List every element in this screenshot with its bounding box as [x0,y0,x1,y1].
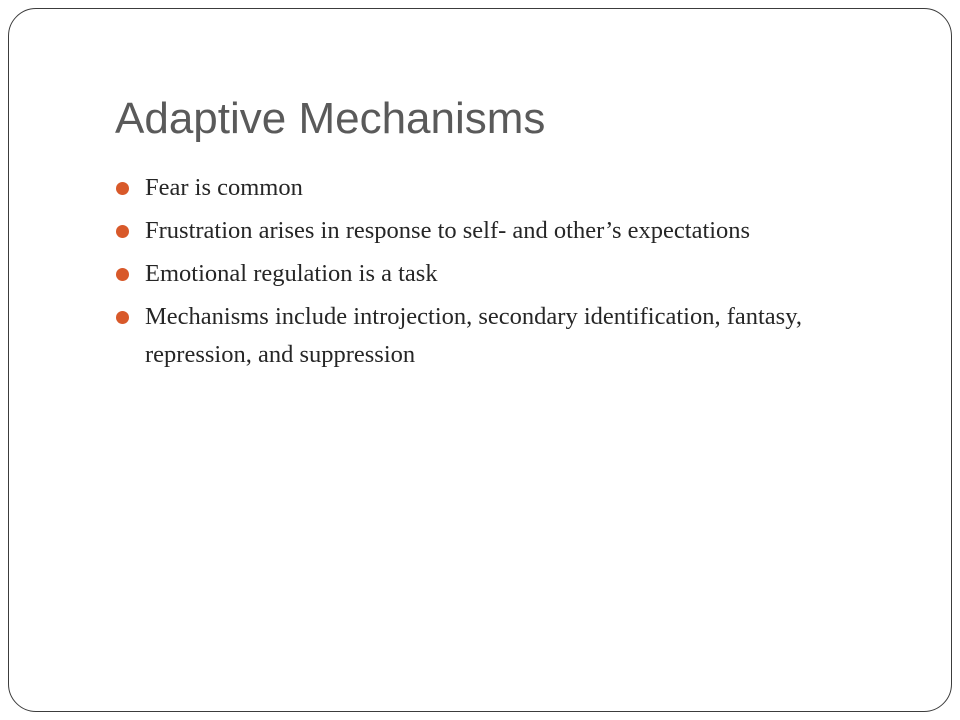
bullet-text: Mechanisms include introjection, secondary identification, fantasy, repression, and suppression [145,303,802,368]
slide-title: Adaptive Mechanisms [115,94,546,143]
bullet-item [115,169,905,207]
slide-frame [8,8,952,712]
bullet-text: Emotional regulation is a task [145,260,438,287]
bullet-dot-icon [116,268,129,281]
bullet-list [115,169,905,379]
bullet-item [115,212,905,250]
bullet-text: Frustration arises in response to self- and other’s expectations [145,217,751,244]
bullet-item [115,255,905,293]
bullet-item [115,298,905,374]
bullet-dot-icon [116,311,129,324]
bullet-text: Fear is common [145,174,303,201]
bullet-dot-icon [116,182,129,195]
bullet-dot-icon [116,225,129,238]
